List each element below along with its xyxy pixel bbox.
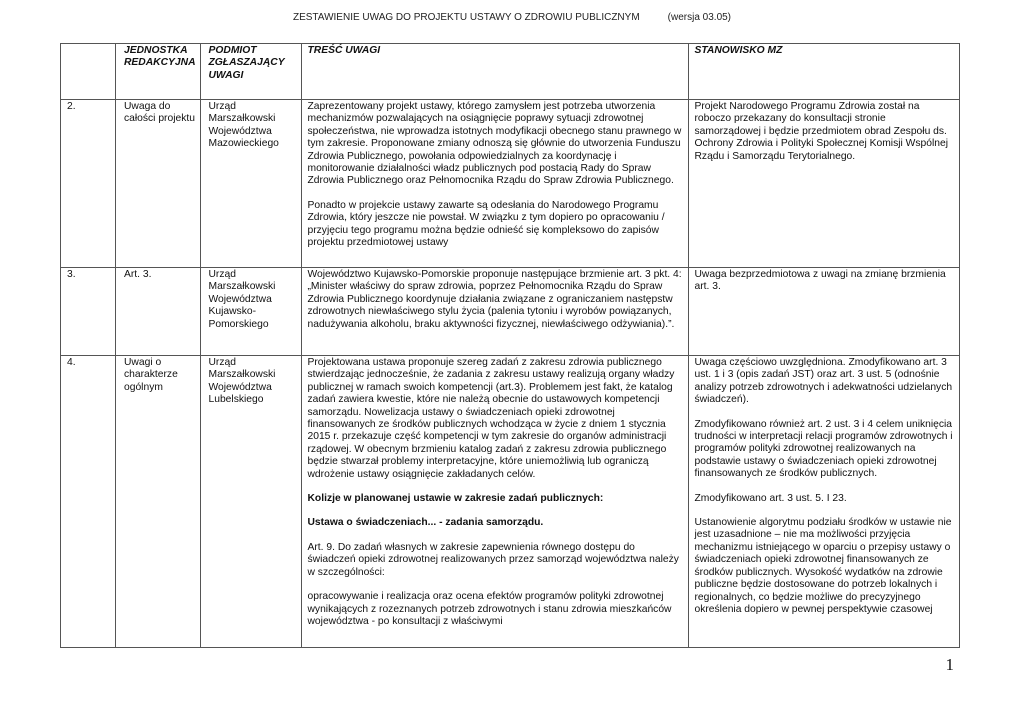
content-subheading: Ustawa o świadczeniach... - zadania samorządu. [307, 517, 544, 529]
content-paragraph: Ponadto w projekcie ustawy zawarte są odesłania do Narodowego Programu Zdrowia, który jeszcze nie powstał. W związku z tym dopiero po opracowaniu / przyjęciu tego programu można będzie odnieść się kompleksowo do zapisów projektu przedmiotowej ustawy [307, 199, 665, 249]
row-response [688, 100, 959, 268]
response-paragraph: Ustanowienie algorytmu podziału środków w ustawie nie jest uzasadnione – nie ma możliwości przyjęcia mechanizmu istniejącego w oparciu o przepisy ustawy o świadczeniach opieki zdrowotnej finansowanych ze środków publicznych. Wysokość wydatków na zdrowie publiczne będzie dostosowane do potrzeb lokalnych i regionalnych, co będzie możliwe do precyzyjnego określenia dopiero w pewnej perspektywie czasowej [694, 517, 952, 615]
row-subject: Urząd Marszałkowski Województwa Kujawsko-Pomorskiego [200, 268, 301, 356]
row-unit: Art. 3. [116, 268, 201, 356]
row-content [301, 356, 688, 648]
response-paragraph: Uwaga częściowo uwzględniona. Zmodyfikowano art. 3 ust. 1 i 3 (opis zadań JST) oraz art. 3 ust. 5 (odnośnie analizy potrzeb zdrowotnych i adekwatności udzielanych świadczeń). [694, 357, 953, 406]
row-response [688, 268, 959, 356]
row-subject: Urząd Marszałkowski Województwa Lubelskiego [200, 356, 301, 648]
response-paragraph: Uwaga bezprzedmiotowa z uwagi na zmianę brzmienia art. 3. [694, 269, 946, 293]
column-header-unit: JEDNOSTKA REDAKCYJNA [116, 44, 201, 100]
row-unit: Uwaga do całości projektu [116, 100, 201, 268]
response-paragraph: Zmodyfikowano również art. 2 ust. 3 i 4 celem uniknięcia trudności w interpretacji relacji programów zdrowotnych i programów polityki zdrowotnej realizowanych na podstawie ustawy o świadczeniach opieki zdrowotnej finansowanych ze środków publicznych. [694, 418, 953, 480]
column-header-number [61, 44, 116, 100]
content-paragraph: Zaprezentowany projekt ustawy, którego zamysłem jest potrzeba utworzenia mechanizmów pozwalających na osiągnięcie poprawy sytuacji zdrowotnej społeczeństwa, nie wprowadza istotnych modyfikacji obecnego stanu prawnego w tym zakresie. Proponowane zmiany odnoszą się głównie do utworzenia Funduszu Zdrowia Publicznego, powołania odpowiedzialnych za koordynację i monitorowanie działalności władz publicznych pod postacią Rady do Spraw Zdrowia Publicznego oraz Pełnomocnika Rządu do Spraw Zdrowia Publicznego. [307, 101, 682, 187]
table-row [61, 268, 960, 356]
content-paragraph: Art. 9. Do zadań własnych w zakresie zapewnienia równego dostępu do świadczeń opieki zdrowotnej realizowanych przez samorząd województwa należy w szczególności: [307, 541, 679, 578]
response-paragraph: Projekt Narodowego Programu Zdrowia został na roboczo przekazany do konsultacji stronie samorządowej i będzie przedmiotem obrad Zespołu ds. Ochrony Zdrowia i Polityki Społecznej Komisji Wspólnej Rządu i Samorządu Terytorialnego. [694, 101, 949, 162]
column-header-subject: PODMIOT ZGŁASZAJĄCY UWAGI [200, 44, 301, 100]
row-number: 4. [61, 356, 116, 648]
content-paragraph: opracowywanie i realizacja oraz ocena efektów programów polityki zdrowotnej wynikających z rozeznanych potrzeb zdrowotnych i stanu zdrowia mieszkańców województwa - po konsultacji z właściwymi [307, 591, 672, 627]
row-number: 2. [61, 100, 116, 268]
row-number: 3. [61, 268, 116, 356]
content-subheading: Kolizje w planowanej ustawie w zakresie zadań publicznych: [307, 493, 604, 505]
comments-table [60, 43, 960, 648]
row-response [688, 356, 959, 648]
content-paragraph: Projektowana ustawa proponuje szereg zadań z zakresu zdrowia publicznego stwierdzając jednocześnie, że zadania z zakresu ustawy realizują organy władzy publicznej w ramach swoich kompetencji (art.3). Problemem jest fakt, że katalog zadań zawiera kwestie, które nie należą obecnie do ustawowych kompetencji samorządu. Nowelizacja ustawy o świadczeniach opieki zdrowotnej finansowanych ze środków publicznych wchodząca w życie z dniem 1 stycznia 2015 r. przekazuje część kompetencji w tym zakresie do organów administracji rządowej. W obecnym brzmieniu katalog zadań z zakresu zdrowia publicznego będzie stwarzał problemy interpretacyjne, które uniemożliwią lub ograniczą wdrożenie ustawy osiągnięcie zakładanych celów. [307, 357, 675, 480]
row-content [301, 100, 688, 268]
page-number: 1 [945, 655, 954, 674]
table-header-row [61, 44, 960, 100]
document-version: (wersja 03.05) [667, 12, 732, 23]
table-row [61, 100, 960, 268]
column-header-content: TREŚĆ UWAGI [301, 44, 688, 100]
column-header-response: STANOWISKO MZ [688, 44, 959, 100]
row-content [301, 268, 688, 356]
table-row [61, 356, 960, 648]
page-title [0, 12, 1024, 23]
content-paragraph: Województwo Kujawsko-Pomorskie proponuje następujące brzmienie art. 3 pkt. 4: „Minister właściwy do spraw zdrowia, poprzez Pełnomocnika Rządu do Spraw Zdrowia Publicznego koordynuje działania związane z ograniczaniem następstw zdrowotnych niewłaściwego stylu życia (palenia tytoniu i wyrobów powiązanych, nadużywania alkoholu, braku aktywności fizycznej, niewłaściwego odżywiania).”. [307, 269, 682, 330]
document-title: ZESTAWIENIE UWAG DO PROJEKTU USTAWY O ZDROWIU PUBLICZNYM [292, 12, 640, 23]
row-unit: Uwagi o charakterze ogólnym [116, 356, 201, 648]
response-paragraph: Zmodyfikowano art. 3 ust. 5. I 23. [694, 492, 847, 504]
row-subject: Urząd Marszałkowski Województwa Mazowieckiego [200, 100, 301, 268]
